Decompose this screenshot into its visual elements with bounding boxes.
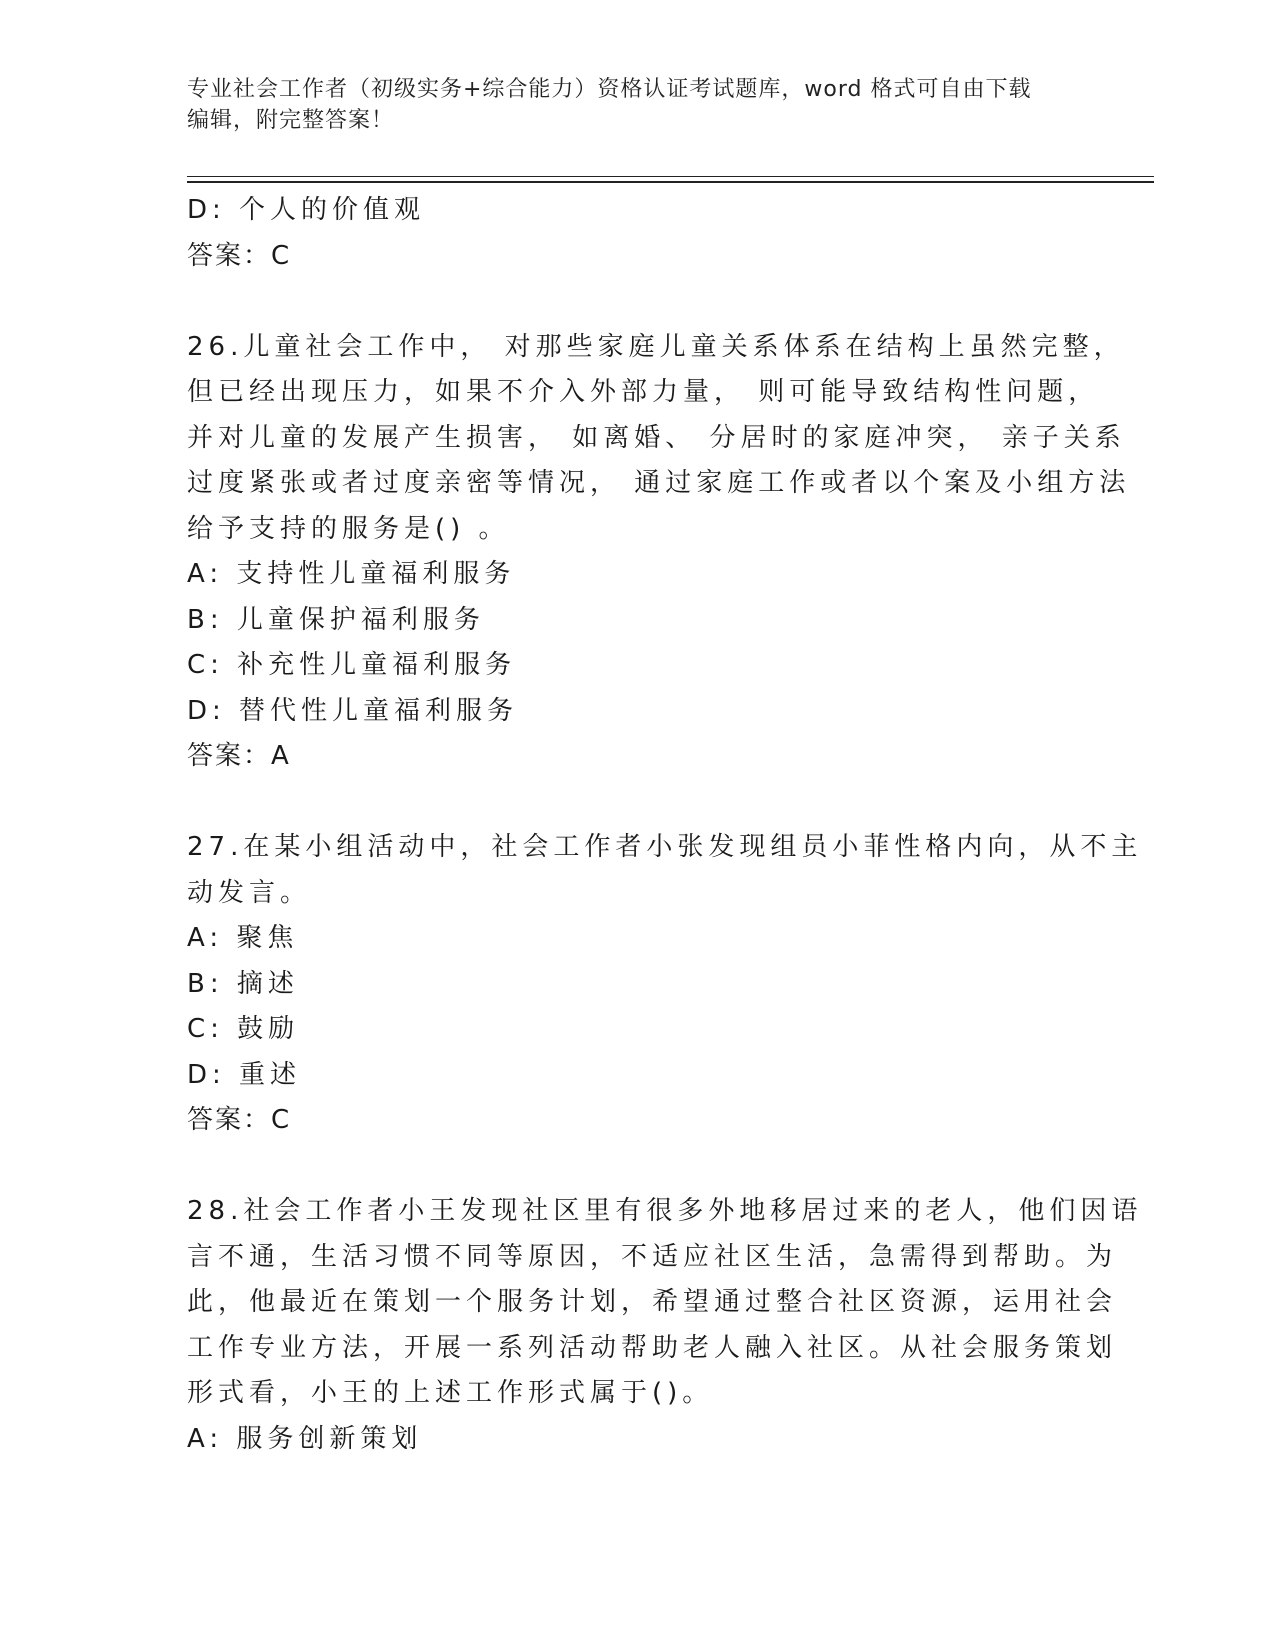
- question-26-line-4: 过度紧张或者过度亲密等情况， 通过家庭工作或者以个案及小组方法: [187, 468, 1131, 498]
- question-28-line-5: 形式看，小王的上述工作形式属于()。: [187, 1378, 714, 1408]
- question-28-line-2: 言不通，生活习惯不同等原因，不适应社区生活，急需得到帮助。为: [187, 1241, 1118, 1272]
- question-28-line-4: 工作专业方法，开展一系列活动帮助老人融入社区。从社会服务策划: [187, 1332, 1118, 1363]
- spacer: [187, 1144, 1087, 1190]
- question-27-option-c: C: 鼓励: [187, 1014, 300, 1044]
- question-26-option-b: B: 儿童保护福利服务: [187, 604, 485, 635]
- question-26-line-1: 26.儿童社会工作中， 对那些家庭儿童关系体系在结构上虽然完整，: [187, 331, 1125, 362]
- spacer: [187, 780, 1087, 826]
- question-27-option-a: A: 聚焦: [187, 923, 299, 953]
- question-26-option-a: A: 支持性儿童福利服务: [187, 559, 516, 589]
- page-header: [187, 74, 1087, 136]
- prev-answer: 答案：C: [187, 240, 292, 271]
- question-28-line-3: 此，他最近在策划一个服务计划，希望通过整合社区资源，运用社会: [187, 1287, 1118, 1317]
- header-line-1: 专业社会工作者（初级实务+综合能力）资格认证考试题库，word 格式可自由下载: [187, 77, 1032, 102]
- question-28-option-a: A: 服务创新策划: [187, 1423, 423, 1454]
- question-27-answer: 答案：C: [187, 1105, 292, 1135]
- question-27-line-2: 动发言。: [187, 877, 312, 908]
- header-line-2: 编辑，附完整答案！: [187, 108, 395, 133]
- question-27: [187, 825, 1143, 1144]
- question-26-line-3: 并对儿童的发展产生损害， 如离婚、 分居时的家庭冲突， 亲子关系: [187, 422, 1126, 453]
- question-26-answer: 答案：A: [187, 741, 291, 771]
- spacer: [187, 279, 1087, 325]
- question-content: [187, 188, 1143, 1462]
- question-27-line-1: 27.在某小组活动中，社会工作者小张发现组员小菲性格内向，从不主: [187, 832, 1143, 862]
- question-27-option-b: B: 摘述: [187, 968, 299, 999]
- question-26-option-c: C: 补充性儿童福利服务: [187, 650, 517, 680]
- header-divider: [187, 176, 1154, 183]
- question-28-line-1: 28.社会工作者小王发现社区里有很多外地移居过来的老人，他们因语: [187, 1196, 1143, 1226]
- question-26-option-d: D: 替代性儿童福利服务: [187, 695, 519, 726]
- question-26: [187, 325, 1131, 780]
- question-26-line-2: 但已经出现压力，如果不介入外部力量， 则可能导致结构性问题，: [187, 377, 1100, 407]
- prev-option-d: D: 个人的价值观: [187, 195, 426, 225]
- question-27-option-d: D: 重述: [187, 1059, 302, 1090]
- question-26-line-5: 给予支持的服务是() 。: [187, 513, 510, 544]
- question-28: [187, 1189, 1143, 1462]
